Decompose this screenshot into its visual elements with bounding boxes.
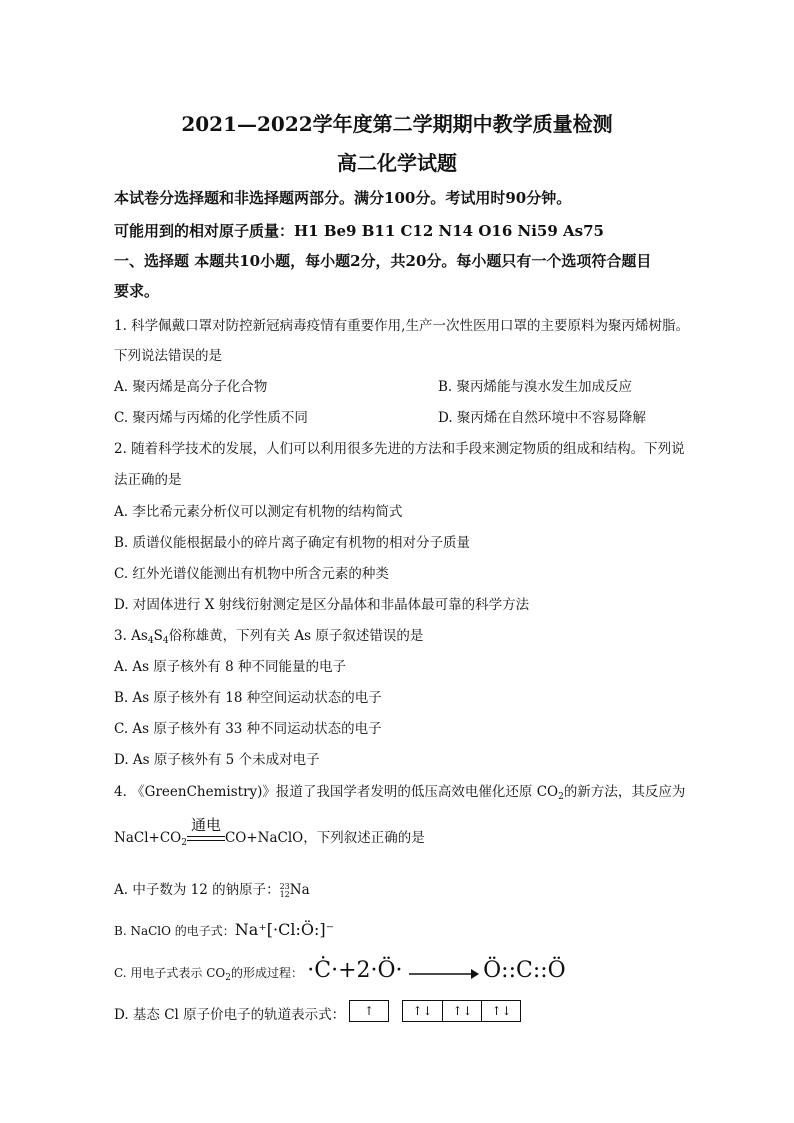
atomic-masses: 可能用到的相对原子质量：H1 Be9 B11 C12 N14 O16 Ni59 As75 xyxy=(114,222,604,240)
q2-stem-cont: 法正确的是 xyxy=(114,472,182,488)
q2-option-b: B. 质谱仪能根据最小的碎片离子确定有机物的相对分子质量 xyxy=(114,535,471,551)
naclo-electron-formula: Na⁺[·Cl:Ö:]⁻ xyxy=(234,920,335,939)
reaction-condition: 通电 xyxy=(190,815,221,834)
q4-option-a: A. 中子数为 12 的钠原子：23 12Na xyxy=(114,881,310,899)
q4-equation: $NaCl+CO_2$ 通电 CO+NaClO，下列叙述正确的是 xyxy=(114,815,425,848)
section-heading: 一、选择题 本题共10小题，每小题2分，共20分。每小题只有一个选项符合题目 xyxy=(114,252,652,270)
q3-stem: 3. $As_4S_4$俗称雄黄，下列有关 As 原子叙述错误的是 xyxy=(114,628,424,646)
q4-option-c: C. 用电子式表示 $CO_2$的形成过程： ·Ċ·+2·Ö· Ö::C::Ö xyxy=(114,958,566,983)
q2-option-c: C. 红外光谱仪能测出有机物中所含元素的种类 xyxy=(114,566,389,582)
q2-stem: 2. 随着科学技术的发展，人们可以利用很多先进的方法和手段来测定物质的组成和结构。下列说 xyxy=(114,441,685,457)
q1-option-d: D. 聚丙烯在自然环境中不容易降解 xyxy=(438,410,646,426)
equals-arrow xyxy=(187,815,225,846)
q4-stem: 4. 《GreenChemistry)》报道了我国学者发明的低压高效电催化还原 $CO_2$的新方法，其反应为 xyxy=(114,784,686,802)
q3-option-d: D. As 原子核外有 5 个未成对电子 xyxy=(114,752,320,768)
exam-title: 2021—2022学年度第二学期期中教学质量检测 xyxy=(181,112,613,136)
exam-intro: 本试卷分选择题和非选择题两部分。满分100分。考试用时90分钟。 xyxy=(114,189,572,207)
q1-stem: 1. 科学佩戴口罩对防控新冠病毒疫情有重要作用,生产一次性医用口罩的主要原料为聚丙烯树脂。 xyxy=(114,318,689,334)
orbital-3p-box: ↑↓ ↑↓ ↑↓ xyxy=(402,1000,521,1022)
q2-option-d: D. 对固体进行 X 射线衍射测定是区分晶体和非晶体最可靠的科学方法 xyxy=(114,597,530,613)
q3-option-a: A. As 原子核外有 8 种不同能量的电子 xyxy=(114,659,346,675)
section-heading-cont: 要求。 xyxy=(114,282,160,300)
q3-option-c: C. As 原子核外有 33 种不同运动状态的电子 xyxy=(114,721,382,737)
q3-option-b: B. As 原子核外有 18 种空间运动状态的电子 xyxy=(114,690,382,706)
right-arrow-icon xyxy=(407,967,479,981)
q1-option-a: A. 聚丙烯是高分子化合物 xyxy=(114,379,268,395)
exam-subtitle: 高二化学试题 xyxy=(337,151,457,175)
q4-option-b: B. NaClO 的电子式：Na⁺[·Cl:Ö:]⁻ xyxy=(114,920,335,939)
q2-option-a: A. 李比希元素分析仪可以测定有机物的结构简式 xyxy=(114,504,403,520)
q1-option-c: C. 聚丙烯与丙烯的化学性质不同 xyxy=(114,410,308,426)
q4-option-d: D. 基态 Cl 原子价电子的轨道表示式： xyxy=(114,1007,346,1023)
q1-option-b: B. 聚丙烯能与溴水发生加成反应 xyxy=(438,379,633,395)
orbital-3s-box: ↑ xyxy=(349,1000,389,1022)
q1-stem-cont: 下列说法错误的是 xyxy=(114,348,222,364)
